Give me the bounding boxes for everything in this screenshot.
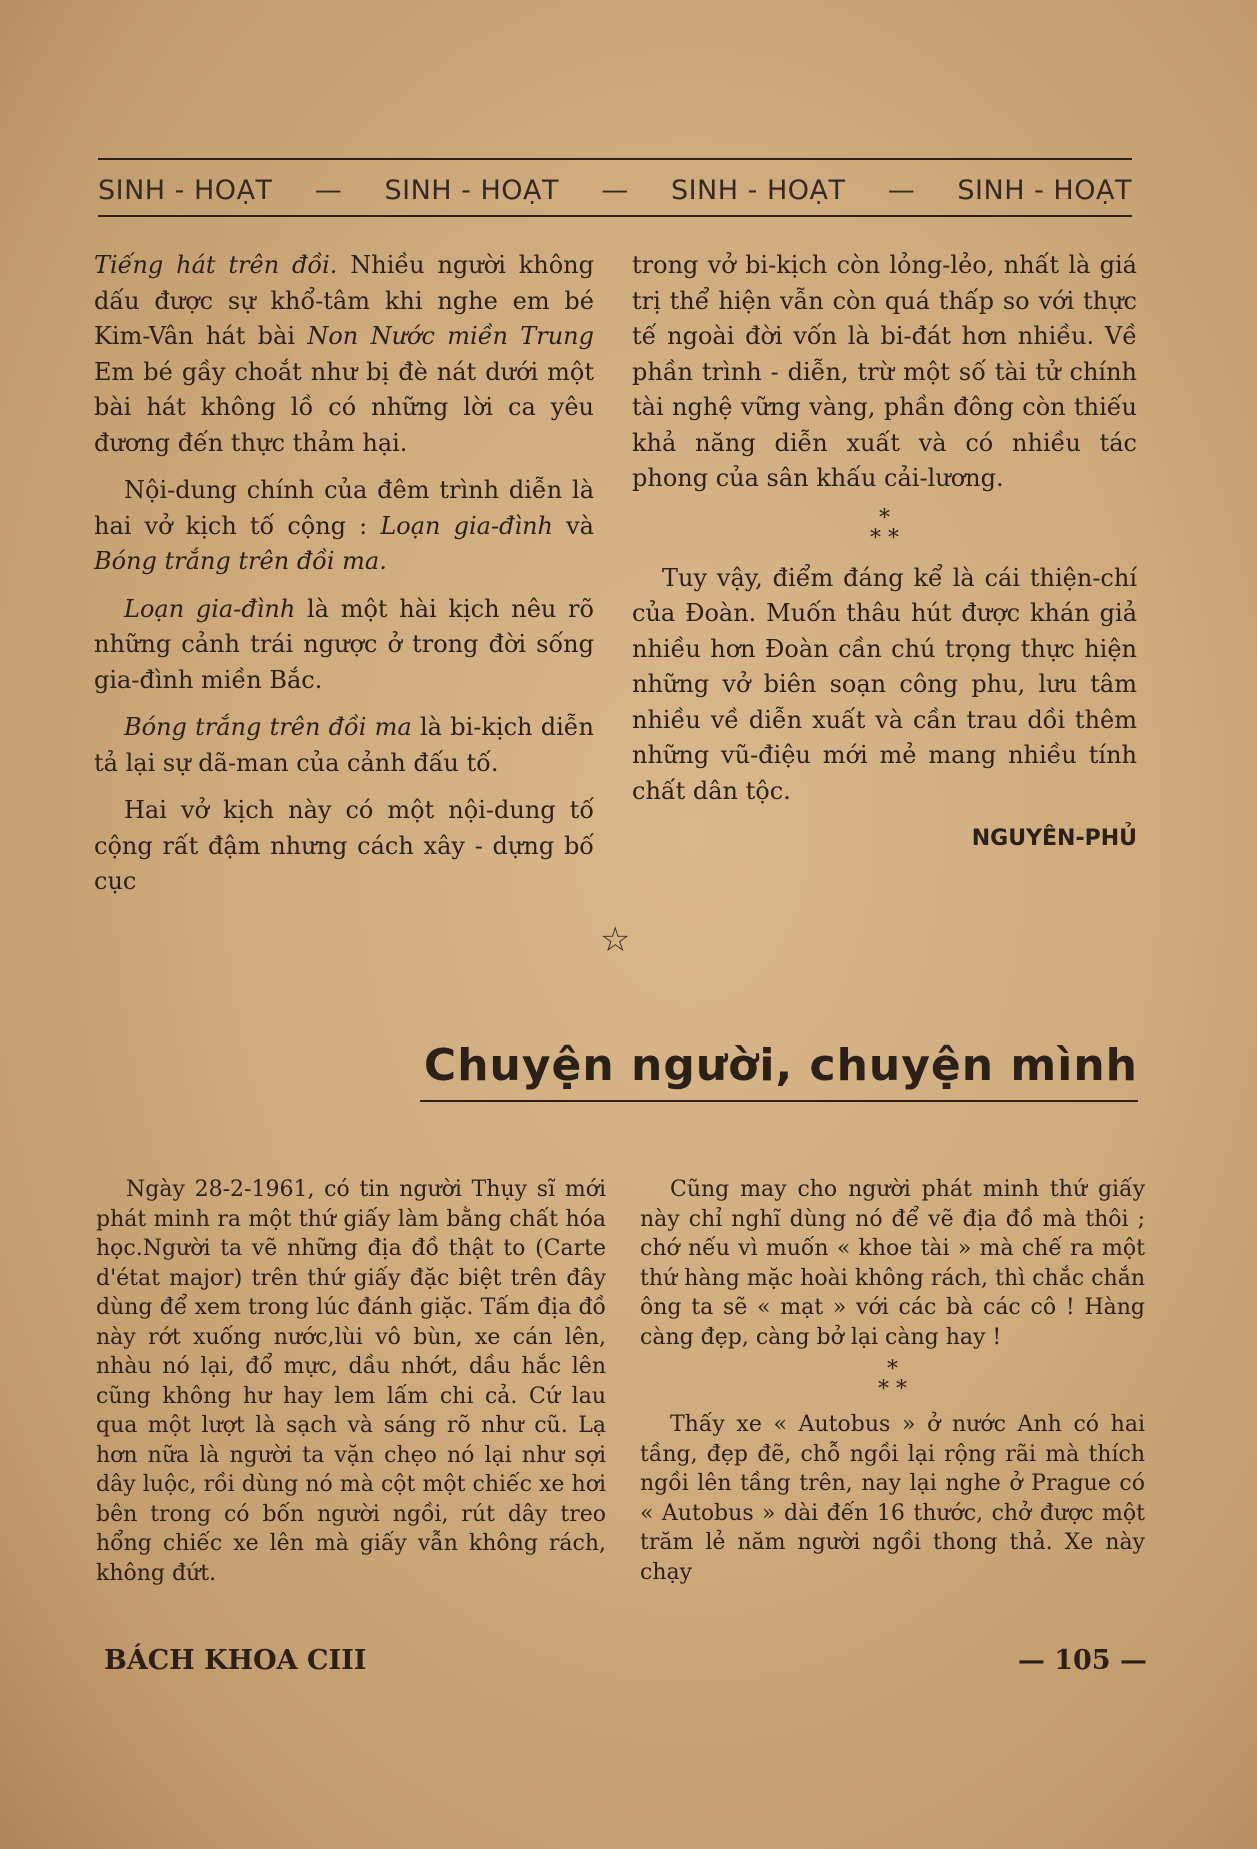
text-span: là một hài kịch nêu rõ những cảnh trái ngược ở trong đời sống gia-đình miền Bắc. (94, 594, 594, 694)
article1-paragraph (94, 710, 594, 781)
article1-lead: Tiếng hát trên đồi. (94, 251, 338, 279)
article1-paragraph (94, 248, 594, 461)
article2-left-column (96, 1175, 606, 1596)
star-icon: ☆ (600, 920, 631, 960)
play-title: Loạn gia-đình (124, 594, 296, 623)
article1-paragraph: Hai vở kịch này có một nội-dung tố cộng rất đậm nhưng cách xây - dựng bố cục (94, 796, 594, 895)
header-item: SINH - HOẠT (384, 174, 559, 206)
play-title: Bóng trắng trên đồi ma (124, 713, 412, 741)
page-number: — 105 — (1017, 1645, 1147, 1676)
article1-paragraph (94, 473, 594, 580)
title-underline (420, 1100, 1138, 1102)
text-span: Nhiều người không dấu được sự khổ-tâm khi nghe em bé Kim-Vân hát bài (94, 251, 594, 350)
section-separator: * * * (870, 505, 899, 551)
header-dash: — (887, 174, 916, 206)
article1-paragraph: trong vở bi-kịch còn lỏng-lẻo, nhất là giá trị thể hiện vẫn còn quá thấp so với thực tế ngoài đời vốn là bi-đát hơn nhiều. Về phần trình - diễn, trừ một số tài tử chính tài nghệ vững vàng, phần đông còn thiếu khả năng diễn xuất và có nhiều tác phong của sân khấu cải-lương. (632, 251, 1137, 492)
header-dash: — (314, 174, 343, 206)
song-title: Non Nước miền Trung (307, 322, 594, 350)
header-dash: — (601, 174, 629, 206)
article2-paragraph: Ngày 28-2-1961, có tin người Thụy sĩ mới phát minh ra một thứ giấy làm bằng chất hóa học.Người ta vẽ những địa đồ thật to (Carte d'état major) trên thứ giấy đặc biệt trên đây dùng để xem trong lúc đánh giặc. Tấm địa đồ này rớt xuống nước,lùi vô bùn, xe cán lên, nhàu nó lại, đổ mực, dầu nhớt, dầu hắc lên cũng không hư hay lem lấm chi cả. Cứ lau qua một lượt là sạch và sáng rõ như cũ. Lạ hơn nữa là người ta vặn chẹo nó lại như sợi dây luộc, rồi dùng nó mà cột một chiếc xe hơi bên trong có bốn người ngồi, rút dây treo hổng chiếc xe lên mà giấy vẫn không rách, không đứt. (96, 1177, 606, 1586)
article2-paragraph: Cũng may cho người phát minh thứ giấy này chỉ nghĩ dùng nó để vẽ địa đồ mà thôi ; chớ nếu vì muốn « khoe tài » mà chế ra một thứ hàng mặc hoài không rách, thì chắc chắn ông ta sẽ « mạt » với các bà các cô ! Hàng càng đẹp, càng bở lại càng hay ! (640, 1177, 1145, 1350)
publication-name: BÁCH KHOA CIII (104, 1645, 367, 1676)
text-span: Nội-dung chính của đêm trình diễn là hai vở kịch tố cộng : (94, 476, 594, 540)
article2-paragraph: Thấy xe « Autobus » ở nước Anh có hai tầng, đẹp đẽ, chỗ ngồi lại rộng rãi mà thích ngồi lên tầng trên, nay lại nghe ở Prague có « Autobus » dài đến 16 thước, chở được một trăm lẻ năm người ngồi thong thả. Xe này chạy (640, 1412, 1145, 1585)
play-title: Loạn gia-đình (380, 511, 554, 540)
author-signature: NGUYÊN-PHỦ (971, 826, 1137, 851)
article1-paragraph (94, 592, 594, 699)
header-bottom-rule (98, 215, 1132, 217)
section-separator: * * * (878, 1357, 907, 1402)
article1-right-column (632, 248, 1137, 869)
article2-right-column (640, 1175, 1145, 1595)
section-header (98, 170, 1132, 210)
header-item: SINH - HOẠT (670, 174, 846, 206)
text-span: Em bé gầy choắt như bị đè nát dưới một bài hát không lồ có những lời ca yêu đương đến thực thảm hại. (94, 357, 594, 457)
header-item: SINH - HOẠT (98, 174, 273, 206)
article1-paragraph: Tuy vậy, điểm đáng kể là cái thiện-chí của Đoàn. Muốn thâu hút được khán giả nhiều hơn Đoàn cần chú trọng thực hiện những vở biên soạn công phu, lưu tâm nhiều về diễn xuất và cần trau dồi thêm những vũ-điệu mới mẻ mang nhiều tính chất dân tộc. (632, 563, 1137, 805)
article1-left-column (94, 248, 594, 912)
article2-title: Chuyện người, chuyện mình (423, 1040, 1138, 1091)
header-item: SINH - HOẠT (957, 174, 1132, 206)
play-title: Bóng trắng trên đồi ma. (94, 547, 387, 575)
header-top-rule (98, 158, 1132, 160)
text-span: và (553, 511, 594, 540)
text-span: là bi-kịch diễn tả lại sự dã-man của cảnh đấu tố. (94, 713, 595, 777)
